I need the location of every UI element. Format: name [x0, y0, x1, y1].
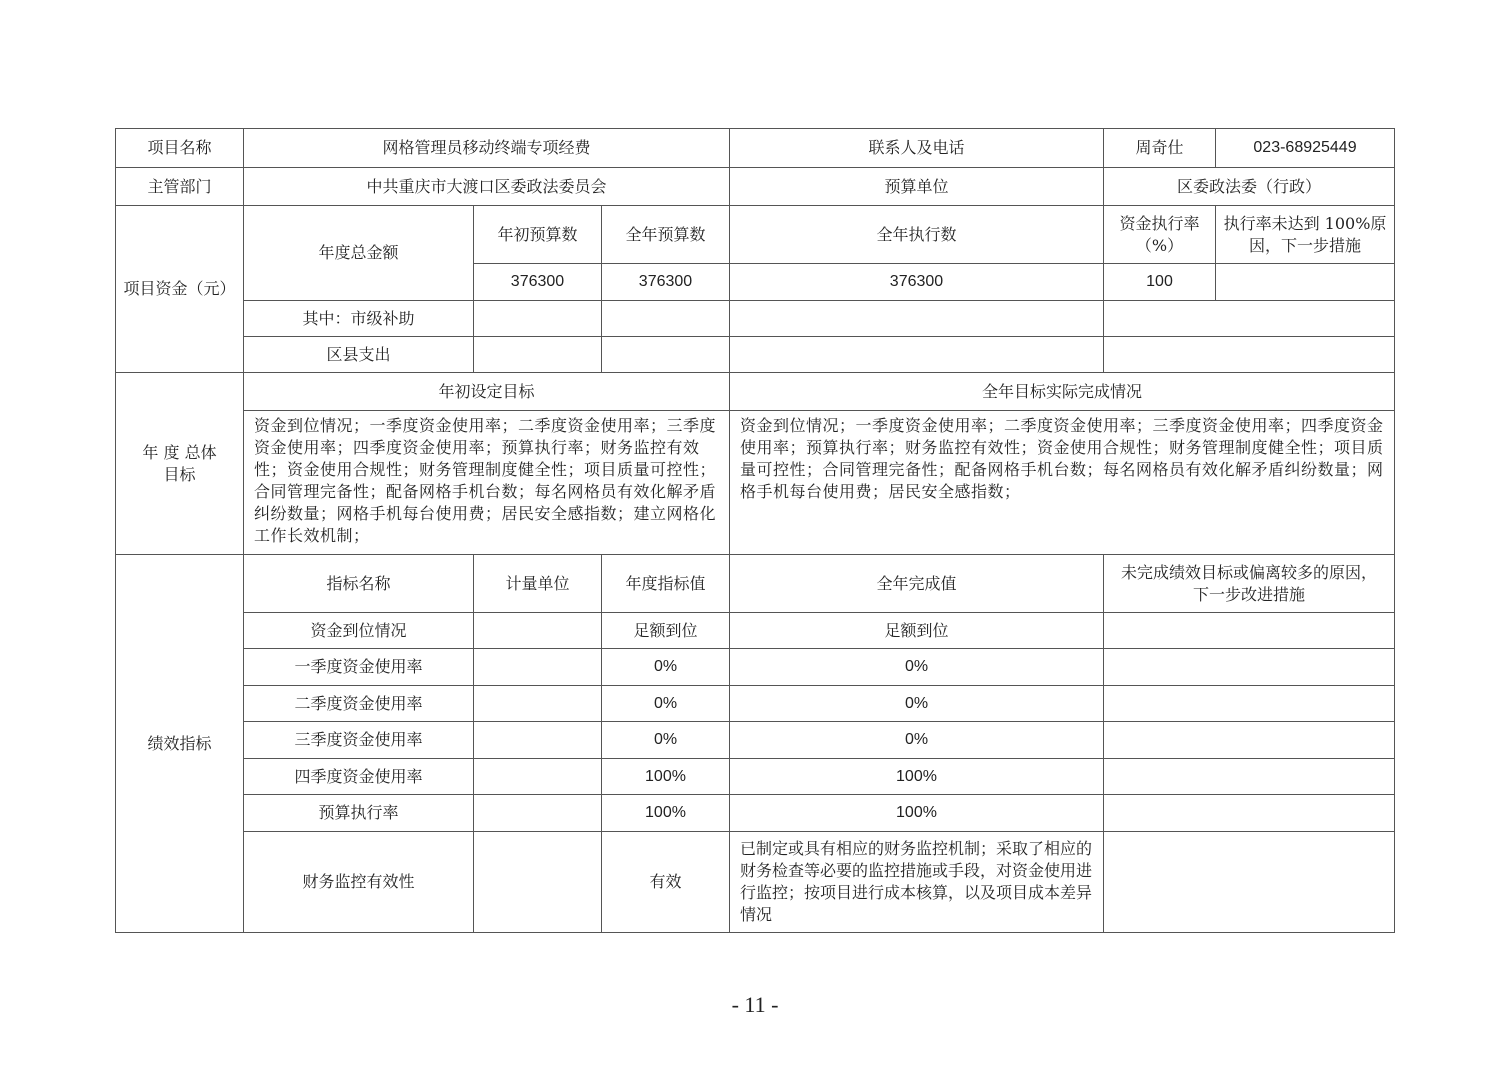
indicator-target: 0% — [602, 649, 730, 686]
indicator-target: 有效 — [602, 832, 730, 933]
budget-unit: 区委政法委（行政） — [1104, 168, 1395, 206]
empty-cell — [474, 301, 602, 337]
indicator-reason — [1104, 613, 1395, 649]
table-row — [116, 759, 1395, 795]
indicator-target: 100% — [602, 795, 730, 832]
table-row — [116, 795, 1395, 832]
table-row — [116, 649, 1395, 686]
indicator-name: 财务监控有效性 — [244, 832, 474, 933]
county-label: 区县支出 — [244, 337, 474, 373]
indicator-reason — [1104, 686, 1395, 722]
indicator-target: 足额到位 — [602, 613, 730, 649]
indicator-name: 四季度资金使用率 — [244, 759, 474, 795]
indicator-unit — [474, 759, 602, 795]
contact-phone: 023-68925449 — [1216, 129, 1395, 168]
rate: 100 — [1104, 264, 1216, 301]
empty-cell — [1104, 337, 1395, 373]
total-label: 年度总金额 — [244, 206, 474, 301]
indicator-name: 预算执行率 — [244, 795, 474, 832]
page-number: - 11 - — [731, 992, 779, 1017]
indicator-reason — [1104, 649, 1395, 686]
indicator-unit — [474, 686, 602, 722]
project-name: 网格管理员移动终端专项经费 — [244, 129, 730, 168]
initial-budget: 376300 — [474, 264, 602, 301]
header-name: 指标名称 — [244, 555, 474, 613]
contact-name: 周奇仕 — [1104, 129, 1216, 168]
dept-label: 主管部门 — [116, 168, 244, 206]
reason-label: 执行率未达到 100%原因，下一步措施 — [1216, 206, 1395, 264]
goals-set-text: 资金到位情况；一季度资金使用率；二季度资金使用率；三季度资金使用率；四季度资金使用率；预算执行率；财务监控有效性；资金使用合规性；财务管理制度健全性；项目质量可控性；合同管理完备性；配备网格手机台数；每名网格员有效化解矛盾纠纷数量；网格手机每台使用费；居民安全感指数；建立网格化工作长效机制； — [244, 411, 730, 555]
goals-set-label: 年初设定目标 — [244, 373, 730, 411]
empty-cell — [602, 301, 730, 337]
indicator-actual: 100% — [730, 759, 1104, 795]
indicator-unit — [474, 649, 602, 686]
performance-table — [115, 128, 1395, 933]
table-row — [116, 832, 1395, 933]
indicators-label: 绩效指标 — [116, 555, 244, 933]
contact-label: 联系人及电话 — [730, 129, 1104, 168]
executed: 376300 — [730, 264, 1104, 301]
initial-budget-label: 年初预算数 — [474, 206, 602, 264]
header-reason: 未完成绩效目标或偏离较多的原因，下一步改进措施 — [1104, 555, 1395, 613]
indicator-actual: 0% — [730, 722, 1104, 759]
indicator-target: 0% — [602, 686, 730, 722]
reason-cell — [1216, 264, 1395, 301]
indicator-target: 100% — [602, 759, 730, 795]
indicator-name: 二季度资金使用率 — [244, 686, 474, 722]
table-row — [116, 686, 1395, 722]
city-label: 其中：市级补助 — [244, 301, 474, 337]
indicator-unit — [474, 832, 602, 933]
indicator-unit — [474, 795, 602, 832]
indicator-name: 三季度资金使用率 — [244, 722, 474, 759]
indicator-target: 0% — [602, 722, 730, 759]
annual-budget-label: 全年预算数 — [602, 206, 730, 264]
project-name-label: 项目名称 — [116, 129, 244, 168]
indicator-actual: 0% — [730, 649, 1104, 686]
indicator-actual: 0% — [730, 686, 1104, 722]
indicator-name: 一季度资金使用率 — [244, 649, 474, 686]
indicator-unit — [474, 613, 602, 649]
header-actual: 全年完成值 — [730, 555, 1104, 613]
table-row — [116, 613, 1395, 649]
goals-actual-text: 资金到位情况；一季度资金使用率；二季度资金使用率；三季度资金使用率；四季度资金使用率；预算执行率；财务监控有效性；资金使用合规性；财务管理制度健全性；项目质量可控性；合同管理完备性；配备网格手机台数；每名网格员有效化解矛盾纠纷数量；网格手机每台使用费；居民安全感指数； — [730, 411, 1395, 555]
indicator-actual: 已制定或具有相应的财务监控机制；采取了相应的财务检查等必要的监控措施或手段，对资金使用进行监控；按项目进行成本核算，以及项目成本差异情况 — [730, 832, 1104, 933]
annual-budget: 376300 — [602, 264, 730, 301]
indicator-actual: 100% — [730, 795, 1104, 832]
indicator-reason — [1104, 832, 1395, 933]
empty-cell — [474, 337, 602, 373]
empty-cell — [602, 337, 730, 373]
dept: 中共重庆市大渡口区委政法委员会 — [244, 168, 730, 206]
empty-cell — [1104, 301, 1395, 337]
indicator-reason — [1104, 722, 1395, 759]
indicator-unit — [474, 722, 602, 759]
indicator-name: 资金到位情况 — [244, 613, 474, 649]
budget-unit-label: 预算单位 — [730, 168, 1104, 206]
empty-cell — [730, 301, 1104, 337]
goals-label: 年 度 总体目标 — [116, 373, 244, 555]
indicator-actual: 足额到位 — [730, 613, 1104, 649]
header-unit: 计量单位 — [474, 555, 602, 613]
executed-label: 全年执行数 — [730, 206, 1104, 264]
empty-cell — [730, 337, 1104, 373]
indicator-reason — [1104, 795, 1395, 832]
table-row — [116, 722, 1395, 759]
indicator-reason — [1104, 759, 1395, 795]
goals-actual-label: 全年目标实际完成情况 — [730, 373, 1395, 411]
funds-label: 项目资金（元） — [116, 206, 244, 373]
header-target: 年度指标值 — [602, 555, 730, 613]
rate-label: 资金执行率（%） — [1104, 206, 1216, 264]
